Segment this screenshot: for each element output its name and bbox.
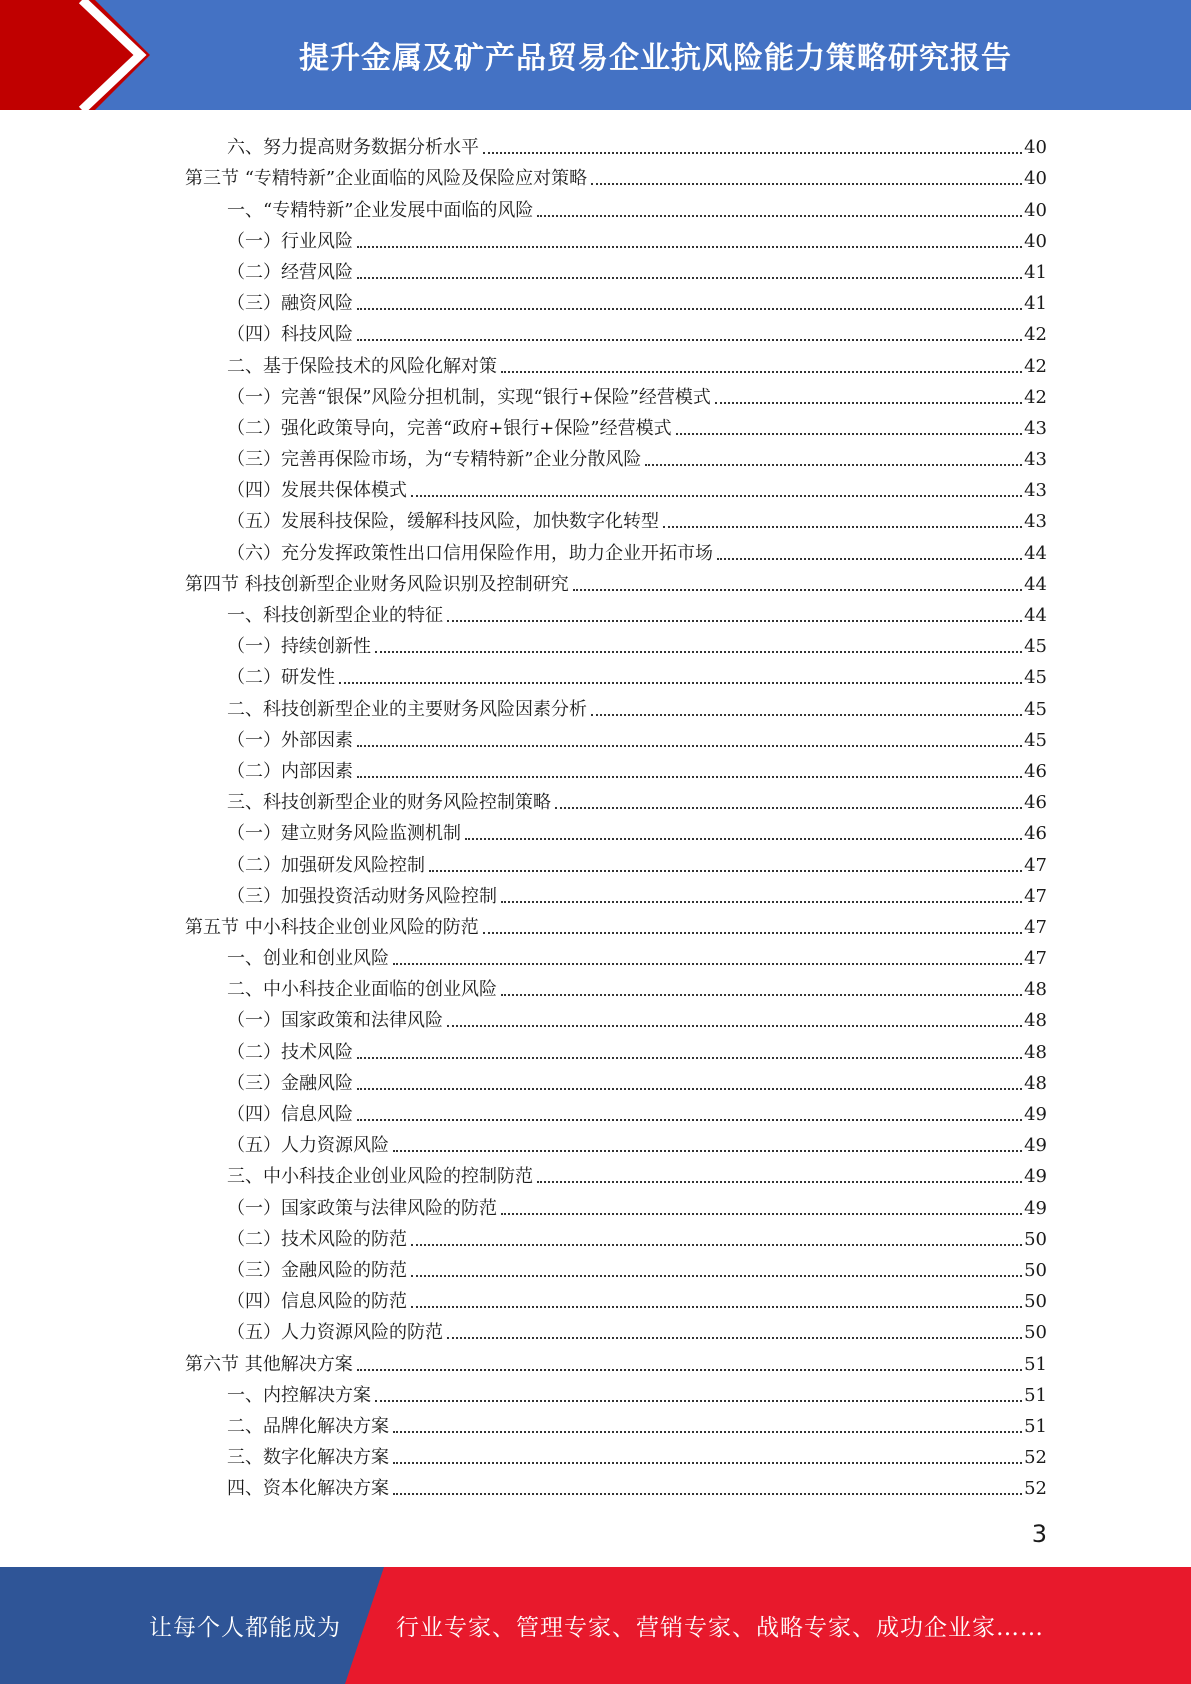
toc-entry-title: 一、科技创新型企业的特征 [227, 605, 443, 626]
toc-dot-leader [676, 433, 1023, 435]
toc-entry-page: 50 [1024, 1228, 1047, 1250]
toc-dot-leader [501, 901, 1022, 903]
toc-entry-title: 第三节 “专精特新”企业面临的风险及保险应对策略 [185, 168, 588, 190]
toc-entry-page: 50 [1024, 1322, 1047, 1344]
toc-entry-page: 52 [1024, 1478, 1047, 1500]
toc-entry-title: （一）行业风险 [227, 230, 353, 252]
toc-entry-page: 45 [1024, 636, 1047, 658]
toc-dot-leader [591, 714, 1022, 716]
toc-entry-page: 40 [1024, 137, 1047, 159]
toc-dot-leader [357, 776, 1022, 778]
toc-entry-page: 51 [1024, 1353, 1047, 1375]
toc-dot-leader [645, 464, 1022, 466]
toc-entry-title: 第四节 科技创新型企业财务风险识别及控制研究 [185, 573, 569, 595]
toc-entry-title: （二）加强研发风险控制 [227, 854, 425, 876]
toc-entry-title: （五）人力资源风险 [227, 1135, 389, 1157]
toc-dot-leader [411, 495, 1022, 497]
page-footer [0, 1567, 1191, 1684]
toc-entry[interactable] [185, 471, 1047, 502]
page-number: 3 [1031, 1520, 1047, 1548]
toc-entry[interactable] [185, 783, 1047, 814]
toc-dot-leader [357, 1057, 1022, 1059]
toc-dot-leader [447, 1337, 1022, 1339]
toc-dot-leader [573, 589, 1022, 591]
toc-entry[interactable] [185, 1469, 1047, 1500]
toc-entry-page: 52 [1024, 1447, 1047, 1469]
toc-entry[interactable] [185, 1438, 1047, 1469]
footer-slogan-left: 让每个人都能成为 [149, 1615, 341, 1641]
toc-entry-title: （四）信息风险的防范 [227, 1291, 407, 1313]
toc-entry-page: 40 [1024, 199, 1047, 221]
toc-entry[interactable] [185, 845, 1047, 876]
toc-entry-page: 41 [1024, 261, 1047, 283]
toc-entry[interactable] [185, 409, 1047, 440]
toc-entry[interactable] [185, 627, 1047, 658]
toc-entry[interactable] [185, 1095, 1047, 1126]
toc-entry-page: 50 [1024, 1259, 1047, 1281]
toc-dot-leader [717, 558, 1022, 560]
toc-entry[interactable] [185, 1001, 1047, 1032]
toc-dot-leader [357, 308, 1022, 310]
toc-entry-title: （四）信息风险 [227, 1104, 353, 1125]
toc-entry-title: （二）研发性 [227, 667, 335, 689]
toc-entry-page: 49 [1024, 1197, 1047, 1219]
toc-dot-leader [411, 1244, 1022, 1246]
toc-entry[interactable] [185, 752, 1047, 783]
toc-entry-page: 45 [1024, 667, 1047, 689]
toc-dot-leader [537, 215, 1022, 217]
toc-entry[interactable] [185, 658, 1047, 689]
toc-entry-page: 51 [1024, 1415, 1047, 1437]
toc-entry-title: （二）强化政策导向，完善“政府+银行+保险”经营模式 [227, 417, 672, 439]
toc-dot-leader [411, 1275, 1022, 1277]
toc-dot-leader [483, 932, 1022, 934]
toc-entry-page: 45 [1024, 698, 1047, 720]
toc-entry-page: 49 [1024, 1104, 1047, 1125]
toc-entry[interactable] [185, 565, 1047, 596]
toc-entry[interactable] [185, 689, 1047, 720]
toc-entry[interactable] [185, 908, 1047, 939]
toc-entry-title: 一、“专精特新”企业发展中面临的风险 [227, 199, 534, 221]
toc-entry-page: 49 [1024, 1166, 1047, 1188]
page-header [0, 0, 1191, 110]
toc-entry[interactable] [185, 970, 1047, 1001]
toc-dot-leader [555, 807, 1022, 809]
toc-dot-leader [339, 682, 1022, 684]
toc-entry[interactable] [185, 346, 1047, 377]
toc-entry[interactable] [185, 1188, 1047, 1219]
toc-dot-leader [393, 1493, 1022, 1495]
toc-entry[interactable] [185, 533, 1047, 564]
footer-slogan-right: 行业专家、管理专家、营销专家、战略专家、成功企业家…… [396, 1615, 1044, 1641]
toc-entry-title: （一）完善“银保”风险分担机制，实现“银行+保险”经营模式 [227, 386, 711, 408]
toc-dot-leader [501, 994, 1022, 996]
toc-entry-title: （二）技术风险 [227, 1041, 353, 1063]
toc-entry-title: 三、数字化解决方案 [227, 1447, 389, 1469]
toc-entry-title: 四、资本化解决方案 [227, 1478, 389, 1500]
toc-entry[interactable] [185, 1282, 1047, 1313]
toc-entry-title: （一）建立财务风险监测机制 [227, 823, 461, 845]
toc-dot-leader [465, 838, 1022, 840]
toc-entry-page: 49 [1024, 1135, 1047, 1157]
toc-dot-leader [393, 1431, 1022, 1433]
toc-dot-leader [375, 651, 1022, 653]
toc-dot-leader [411, 1306, 1022, 1308]
toc-entry-title: 第六节 其他解决方案 [185, 1353, 353, 1375]
toc-entry-title: （五）发展科技保险，缓解科技风险，加快数字化转型 [227, 511, 659, 533]
toc-dot-leader [663, 526, 1022, 528]
toc-entry-title: 三、科技创新型企业的财务风险控制策略 [227, 792, 551, 814]
toc-entry-title: （一）外部因素 [227, 729, 353, 751]
toc-dot-leader [357, 246, 1022, 248]
toc-entry-page: 47 [1024, 854, 1047, 876]
toc-entry[interactable] [185, 1251, 1047, 1282]
toc-entry[interactable] [185, 1157, 1047, 1188]
toc-dot-leader [447, 1025, 1022, 1027]
toc-entry-title: （三）融资风险 [227, 293, 353, 315]
toc-dot-leader [591, 183, 1022, 185]
toc-entry[interactable] [185, 1313, 1047, 1344]
toc-dot-leader [447, 620, 1022, 622]
toc-dot-leader [375, 1400, 1022, 1402]
toc-entry[interactable] [185, 1376, 1047, 1407]
toc-entry-page: 47 [1024, 948, 1047, 970]
toc-entry-page: 44 [1024, 605, 1047, 626]
toc-entry[interactable] [185, 378, 1047, 409]
toc-entry-title: （四）科技风险 [227, 324, 353, 346]
toc-entry-page: 42 [1024, 355, 1047, 377]
toc-entry-title: 一、创业和创业风险 [227, 948, 389, 970]
toc-entry-title: （一）国家政策和法律风险 [227, 1010, 443, 1032]
toc-entry-page: 40 [1024, 230, 1047, 252]
toc-dot-leader [537, 1181, 1022, 1183]
toc-dot-leader [501, 1213, 1022, 1215]
toc-entry-title: 二、基于保险技术的风险化解对策 [227, 355, 497, 377]
toc-dot-leader [357, 1369, 1022, 1371]
toc-entry-page: 42 [1024, 324, 1047, 346]
toc-entry[interactable] [185, 128, 1047, 159]
toc-entry[interactable] [185, 440, 1047, 471]
toc-entry[interactable] [185, 877, 1047, 908]
toc-dot-leader [393, 1150, 1022, 1152]
toc-entry[interactable] [185, 1126, 1047, 1157]
toc-entry[interactable] [185, 596, 1047, 627]
toc-dot-leader [393, 963, 1022, 965]
toc-entry[interactable] [185, 190, 1047, 221]
toc-entry[interactable] [185, 1064, 1047, 1095]
toc-entry[interactable] [185, 502, 1047, 533]
toc-entry[interactable] [185, 222, 1047, 253]
toc-entry[interactable] [185, 253, 1047, 284]
toc-dot-leader [357, 1119, 1022, 1121]
toc-dot-leader [501, 371, 1022, 373]
toc-entry-title: （五）人力资源风险的防范 [227, 1322, 443, 1344]
toc-entry-page: 51 [1024, 1384, 1047, 1406]
toc-entry[interactable] [185, 159, 1047, 190]
toc-entry-title: （三）完善再保险市场，为“专精特新”企业分散风险 [227, 449, 642, 471]
toc-entry-page: 43 [1024, 449, 1047, 471]
toc-dot-leader [357, 339, 1022, 341]
toc-dot-leader [429, 870, 1022, 872]
toc-dot-leader [357, 277, 1022, 279]
toc-entry-page: 48 [1024, 1041, 1047, 1063]
toc-entry-title: 第五节 中小科技企业创业风险的防范 [185, 916, 479, 938]
toc-entry-title: （三）金融风险的防范 [227, 1259, 407, 1281]
toc-dot-leader [357, 745, 1022, 747]
toc-entry-page: 43 [1024, 417, 1047, 439]
toc-entry[interactable] [185, 1032, 1047, 1063]
toc-entry-title: （一）持续创新性 [227, 636, 371, 658]
toc-entry-title: （二）内部因素 [227, 760, 353, 782]
toc-entry[interactable] [185, 1344, 1047, 1375]
toc-entry[interactable] [185, 939, 1047, 970]
toc-entry-page: 41 [1024, 293, 1047, 315]
toc-entry-title: （四）发展共保体模式 [227, 480, 407, 502]
toc-entry-page: 45 [1024, 729, 1047, 751]
toc-entry[interactable] [185, 284, 1047, 315]
toc-entry-page: 43 [1024, 511, 1047, 533]
toc-dot-leader [357, 1088, 1022, 1090]
toc-entry-page: 50 [1024, 1291, 1047, 1313]
toc-entry-page: 47 [1024, 885, 1047, 907]
toc-entry[interactable] [185, 315, 1047, 346]
toc-entry-title: （三）金融风险 [227, 1072, 353, 1094]
report-title: 提升金属及矿产品贸易企业抗风险能力策略研究报告 [299, 41, 1012, 76]
toc-entry-page: 44 [1024, 542, 1047, 564]
table-of-contents [185, 128, 1047, 1500]
toc-entry-title: 三、中小科技企业创业风险的控制防范 [227, 1166, 533, 1188]
toc-entry-page: 48 [1024, 1010, 1047, 1032]
toc-dot-leader [483, 152, 1022, 154]
toc-entry-title: 二、科技创新型企业的主要财务风险因素分析 [227, 698, 587, 720]
toc-entry-title: （六）充分发挥政策性出口信用保险作用，助力企业开拓市场 [227, 542, 713, 564]
toc-entry-page: 40 [1024, 168, 1047, 190]
toc-entry-page: 43 [1024, 480, 1047, 502]
toc-entry-page: 46 [1024, 760, 1047, 782]
toc-entry[interactable] [185, 1220, 1047, 1251]
toc-entry-page: 44 [1024, 573, 1047, 595]
toc-entry-title: （二）技术风险的防范 [227, 1228, 407, 1250]
toc-entry-title: 二、中小科技企业面临的创业风险 [227, 979, 497, 1001]
toc-entry-page: 48 [1024, 979, 1047, 1001]
toc-entry-title: （一）国家政策与法律风险的防范 [227, 1197, 497, 1219]
toc-entry[interactable] [185, 1407, 1047, 1438]
toc-dot-leader [393, 1462, 1022, 1464]
toc-entry[interactable] [185, 814, 1047, 845]
toc-entry-title: （二）经营风险 [227, 261, 353, 283]
toc-entry-page: 47 [1024, 916, 1047, 938]
toc-entry-title: （三）加强投资活动财务风险控制 [227, 885, 497, 907]
toc-entry-page: 48 [1024, 1072, 1047, 1094]
toc-entry[interactable] [185, 721, 1047, 752]
toc-entry-title: 六、努力提高财务数据分析水平 [227, 137, 479, 159]
toc-entry-page: 46 [1024, 823, 1047, 845]
toc-entry-title: 二、品牌化解决方案 [227, 1415, 389, 1437]
toc-entry-page: 42 [1024, 386, 1047, 408]
toc-dot-leader [715, 402, 1022, 404]
toc-entry-title: 一、内控解决方案 [227, 1384, 371, 1406]
toc-entry-page: 46 [1024, 792, 1047, 814]
